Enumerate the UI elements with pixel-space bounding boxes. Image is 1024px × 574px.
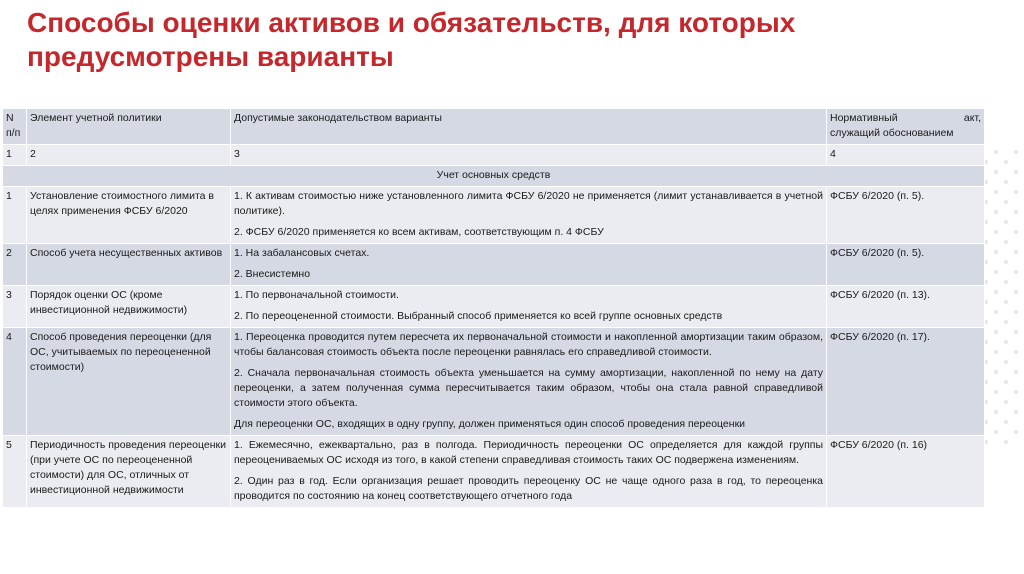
decor-dot [1014, 390, 1018, 394]
header-norm-word1: Нормативный [830, 112, 898, 124]
row-element: Порядок оценки ОС (кроме инвестиционной недвижимости) [27, 286, 231, 328]
row-norm: ФСБУ 6/2020 (п. 13). [827, 286, 985, 328]
column-number-row [3, 145, 985, 166]
decor-dot [1014, 190, 1018, 194]
row-norm: ФСБУ 6/2020 (п. 5). [827, 187, 985, 244]
row-variants [231, 244, 827, 286]
decor-dot [1014, 430, 1018, 434]
decor-dot [994, 270, 998, 274]
col-number: 4 [827, 145, 985, 166]
row-num: 3 [3, 286, 27, 328]
row-norm: ФСБУ 6/2020 (п. 16) [827, 436, 985, 508]
header-norm-word2: акт, [963, 112, 981, 124]
decor-dot [1014, 310, 1018, 314]
row-norm: ФСБУ 6/2020 (п. 5). [827, 244, 985, 286]
decor-dot [1014, 230, 1018, 234]
decor-dot [1014, 270, 1018, 274]
variant-text: Для переоценки ОС, входящих в одну группу, должен применяться один способ проведения переоценки [234, 418, 746, 430]
row-element: Способ учета несущественных активов [27, 244, 231, 286]
table-row [3, 286, 985, 328]
decor-dot [994, 410, 998, 414]
decor-dot [1004, 300, 1008, 304]
decor-dot [1014, 150, 1018, 154]
header-norm [827, 109, 985, 145]
decor-dot [1004, 180, 1008, 184]
decor-dot [994, 210, 998, 214]
decor-dot [994, 430, 998, 434]
decor-dot [1004, 400, 1008, 404]
table-row [3, 244, 985, 286]
section-title: Учет основных средств [3, 166, 985, 187]
decor-dot [1004, 360, 1008, 364]
row-variants [231, 187, 827, 244]
variant-text: 1. На забалансовых счетах. [234, 247, 370, 259]
decor-dot [1004, 380, 1008, 384]
decor-dot [1004, 320, 1008, 324]
variant-text: 1. Переоценка проводится путем пересчета их первоначальной стоимости и накопленной амортизации таким образом, чтобы балансовая стоимость объекта после переоценки равнялась его справедливой стоимости. [234, 331, 823, 358]
page-title: Способы оценки активов и обязательств, для которых предусмотрены варианты [27, 7, 796, 72]
decor-dot [1004, 260, 1008, 264]
decor-dot [994, 150, 998, 154]
row-num: 5 [3, 436, 27, 508]
decor-dot [1014, 370, 1018, 374]
row-variants [231, 286, 827, 328]
decor-dot [994, 190, 998, 194]
row-element: Периодичность проведения переоценки (при учете ОС по переоцененной стоимости) для ОС, отличных от инвестиционной недвижимости [27, 436, 231, 508]
decor-dot [994, 350, 998, 354]
row-element: Способ проведения переоценки (для ОС, учитываемых по переоцененной стоимости) [27, 328, 231, 436]
col-number: 1 [3, 145, 27, 166]
header-num: N п/п [3, 109, 27, 145]
decor-dot [1004, 420, 1008, 424]
decor-dot [1014, 250, 1018, 254]
row-variants [231, 436, 827, 508]
accounting-policy-table [2, 108, 985, 508]
decor-dot [1014, 290, 1018, 294]
variant-text: 2. Один раз в год. Если организация решает проводить переоценку ОС не чаще одного раза в год, то переоценка проводится по состоянию на конец соответствующего отчетного года [234, 475, 823, 502]
header-norm-line2: служащий обоснованием [830, 127, 954, 139]
decor-dot [1004, 240, 1008, 244]
section-row [3, 166, 985, 187]
table-header-row [3, 109, 985, 145]
decor-dot [1004, 280, 1008, 284]
decor-dot [1004, 340, 1008, 344]
variant-text: 1. К активам стоимостью ниже установленного лимита ФСБУ 6/2020 не применяется (лимит устанавливается в учетной политике). [234, 190, 823, 217]
table-row [3, 328, 985, 436]
decor-dot [994, 310, 998, 314]
decor-dot [1014, 350, 1018, 354]
decor-dot [994, 390, 998, 394]
variant-text: 1. Ежемесячно, ежеквартально, раз в полгода. Периодичность переоценки ОС определяется для каждой группы переоцениваемых ОС исходя из того, в какой степени справедливая стоимость таких ОС подвержена изменениям. [234, 439, 823, 466]
decor-dot [1004, 160, 1008, 164]
decor-dot [994, 290, 998, 294]
row-element: Установление стоимостного лимита в целях применения ФСБУ 6/2020 [27, 187, 231, 244]
decor-dot [1014, 170, 1018, 174]
decor-dot [994, 230, 998, 234]
variant-text: 2. Внесистемно [234, 268, 311, 280]
decor-dot [994, 370, 998, 374]
decor-dot [994, 170, 998, 174]
decor-dot [1004, 220, 1008, 224]
header-element: Элемент учетной политики [27, 109, 231, 145]
row-num: 1 [3, 187, 27, 244]
header-variants: Допустимые законодательством варианты [231, 109, 827, 145]
row-num: 2 [3, 244, 27, 286]
row-variants [231, 328, 827, 436]
decor-dot [1014, 410, 1018, 414]
decor-dot [1004, 200, 1008, 204]
row-num: 4 [3, 328, 27, 436]
decor-dot [994, 250, 998, 254]
variant-text: 1. По первоначальной стоимости. [234, 289, 399, 301]
variant-text: 2. По переоцененной стоимости. Выбранный способ применяется ко всей группе основных средств [234, 310, 723, 322]
decor-dot [1004, 440, 1008, 444]
row-norm: ФСБУ 6/2020 (п. 17). [827, 328, 985, 436]
col-number: 3 [231, 145, 827, 166]
decor-dot [1014, 210, 1018, 214]
variant-text: 2. ФСБУ 6/2020 применяется ко всем активам, соответствующим п. 4 ФСБУ [234, 226, 604, 238]
decor-dot [994, 330, 998, 334]
variant-text: 2. Сначала первоначальная стоимость объекта уменьшается на сумму амортизации, накопленной по нему на дату переоценки, а затем полученная сумма пересчитывается таким образом, чтобы она стала равной справедливой стоимости этого объекта. [234, 367, 823, 409]
table-row [3, 436, 985, 508]
col-number: 2 [27, 145, 231, 166]
table-row [3, 187, 985, 244]
decor-dot [1014, 330, 1018, 334]
